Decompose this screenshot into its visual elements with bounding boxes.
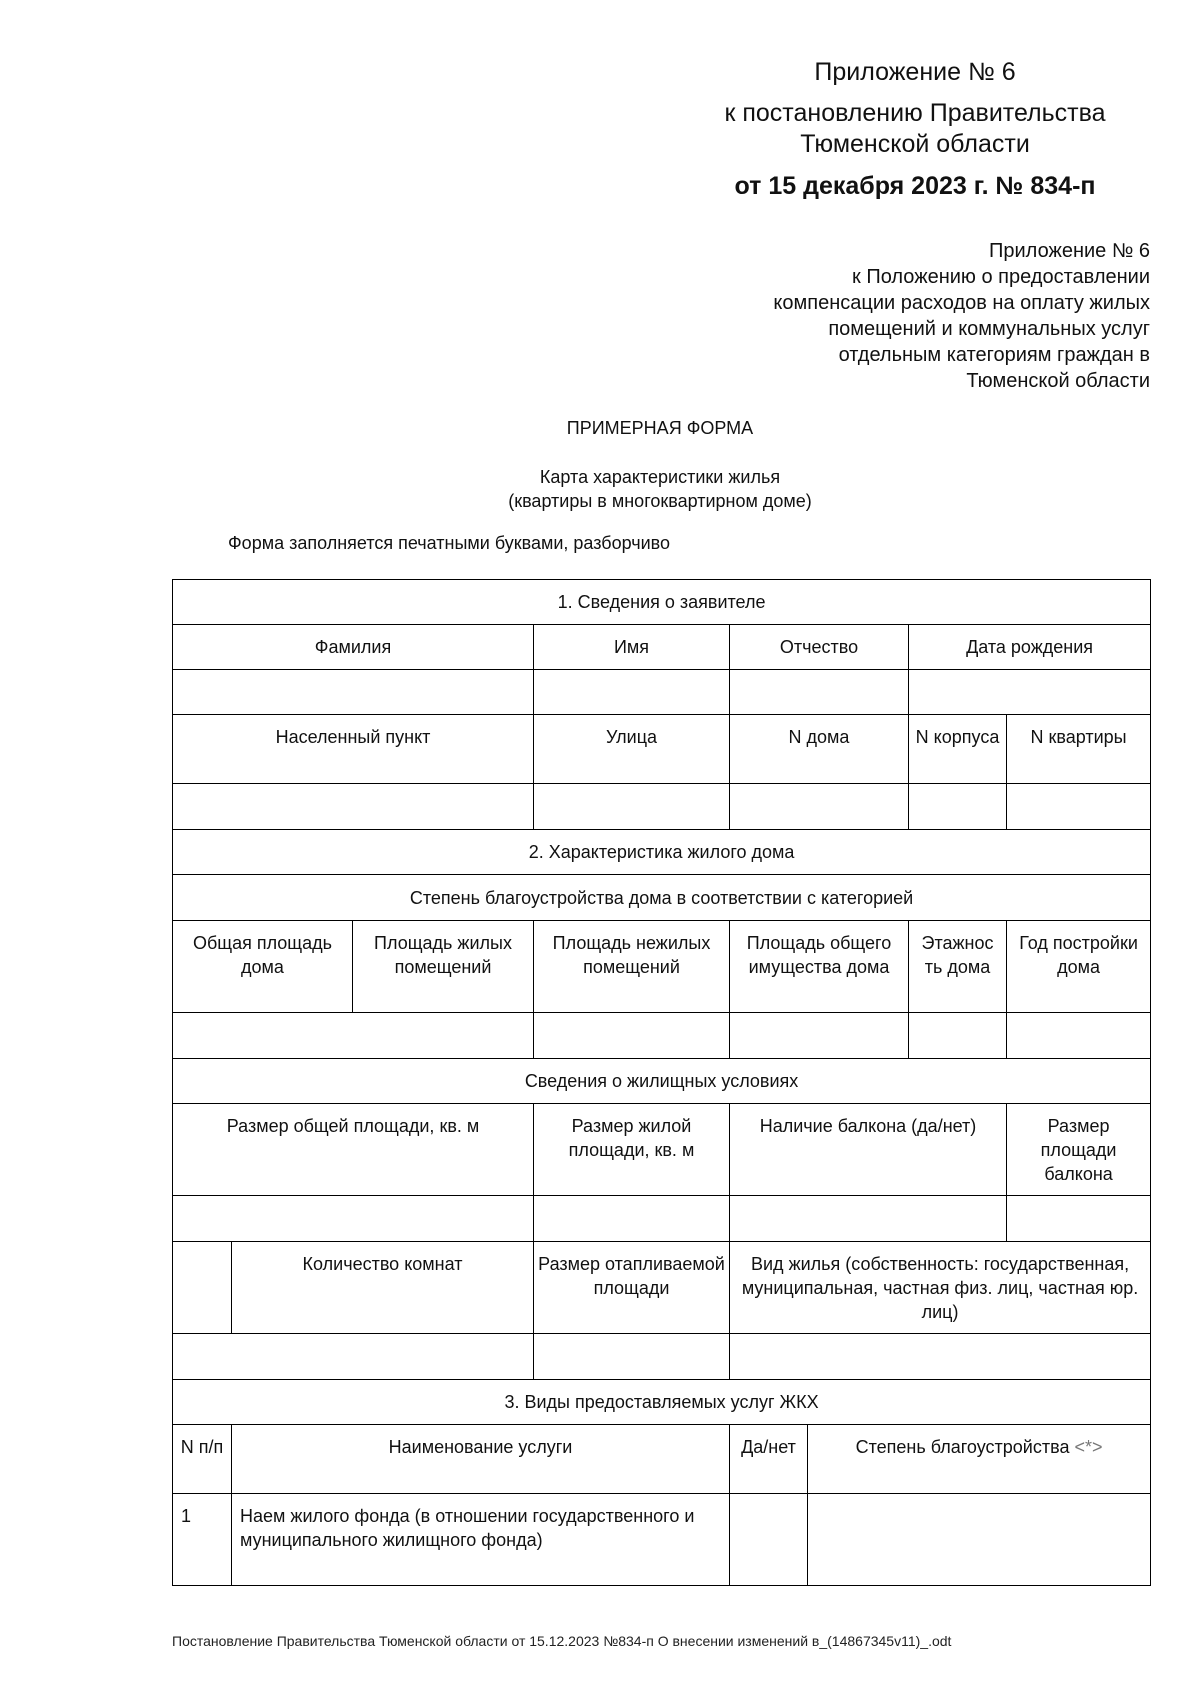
regulation-reference	[640, 238, 1150, 394]
housing-card-table	[172, 579, 1151, 1586]
input-common-property-area[interactable]	[730, 1013, 909, 1059]
col-surname: Фамилия	[173, 625, 534, 670]
sub-line-4: помещений и коммунальных услуг	[828, 318, 1150, 340]
row-1-yes-no-input[interactable]	[730, 1494, 808, 1586]
input-patronymic[interactable]	[730, 670, 909, 715]
form-title: ПРИМЕРНАЯ ФОРМА	[566, 418, 754, 438]
document-footer: Постановление Правительства Тюменской области от 15.12.2023 №834-п О внесении изменений в_(14867345v11)_.odt	[172, 1633, 952, 1649]
improvement-label: Степень благоустройства	[855, 1437, 1070, 1457]
col-floors: Этажнос ть дома	[909, 921, 1007, 1013]
row-1-improvement-input[interactable]	[808, 1494, 1151, 1586]
col-improvement-degree	[808, 1425, 1151, 1494]
col-name: Имя	[534, 625, 730, 670]
decree-date-number: от 15 декабря 2023 г. № 834-п	[734, 172, 1096, 200]
input-house-no[interactable]	[730, 784, 909, 830]
col-balcony-presence: Наличие балкона (да/нет)	[730, 1104, 1007, 1196]
col-total-area-size: Размер общей площади, кв. м	[173, 1104, 534, 1196]
col-service-name: Наименование услуги	[232, 1425, 730, 1494]
empty-cell	[173, 1242, 232, 1334]
fill-instruction: Форма заполняется печатными буквами, разборчиво	[228, 533, 671, 553]
section-3-services: 3. Виды предоставляемых услуг ЖКХ	[173, 1380, 1151, 1425]
sub-line-3: компенсации расходов на оплату жилых	[773, 292, 1150, 314]
sub-line-1: Приложение № 6	[989, 240, 1150, 262]
input-name[interactable]	[534, 670, 730, 715]
decree-line-2: Тюменской области	[800, 130, 1030, 158]
input-rooms-count[interactable]	[173, 1334, 534, 1380]
decree-line-1: к постановлению Правительства	[724, 99, 1106, 127]
col-residential-area: Площадь жилых помещений	[353, 921, 534, 1013]
section-1-applicant: 1. Сведения о заявителе	[173, 580, 1151, 625]
input-build-year[interactable]	[1007, 1013, 1151, 1059]
row-1-service: Наем жилого фонда (в отношении государственного и муниципального жилищного фонда)	[232, 1494, 730, 1586]
col-yes-no: Да/нет	[730, 1425, 808, 1494]
input-nonresidential-area[interactable]	[534, 1013, 730, 1059]
input-birth-date[interactable]	[909, 670, 1151, 715]
footnote-reference: <*>	[1074, 1437, 1103, 1457]
col-street: Улица	[534, 715, 730, 784]
col-heated-area: Размер отапливаемой площади	[534, 1242, 730, 1334]
col-housing-type: Вид жилья (собственность: государственная, муниципальная, частная физ. лиц, частная юр. лиц)	[730, 1242, 1151, 1334]
sub-line-2: к Положению о предоставлении	[852, 266, 1150, 288]
input-balcony-area[interactable]	[1007, 1196, 1151, 1242]
col-locality: Населенный пункт	[173, 715, 534, 784]
col-nonresidential-area: Площадь нежилых помещений	[534, 921, 730, 1013]
input-locality[interactable]	[173, 784, 534, 830]
living-conditions-header: Сведения о жилищных условиях	[173, 1059, 1151, 1104]
sub-line-6: Тюменской области	[966, 370, 1150, 392]
col-total-area-house: Общая площадь дома	[173, 921, 353, 1013]
input-housing-type[interactable]	[730, 1334, 1151, 1380]
col-build-year: Год постройки дома	[1007, 921, 1151, 1013]
appendix-number: Приложение № 6	[814, 58, 1016, 86]
input-surname[interactable]	[173, 670, 534, 715]
input-balcony-presence[interactable]	[730, 1196, 1007, 1242]
input-building-no[interactable]	[909, 784, 1007, 830]
col-house-no: N дома	[730, 715, 909, 784]
input-heated-area[interactable]	[534, 1334, 730, 1380]
col-rooms-count: Количество комнат	[232, 1242, 534, 1334]
row-1-number: 1	[173, 1494, 232, 1586]
decree-reference	[680, 98, 1150, 160]
card-title-line-1: Карта характеристики жилья	[539, 467, 781, 487]
col-common-property-area: Площадь общего имущества дома	[730, 921, 909, 1013]
input-apartment-no[interactable]	[1007, 784, 1151, 830]
col-row-no: N п/п	[173, 1425, 232, 1494]
improvement-degree-header: Степень благоустройства дома в соответствии с категорией	[173, 875, 1151, 921]
input-total-area-size[interactable]	[173, 1196, 534, 1242]
input-house-area[interactable]	[173, 1013, 534, 1059]
input-floors[interactable]	[909, 1013, 1007, 1059]
input-living-area-size[interactable]	[534, 1196, 730, 1242]
col-birth-date: Дата рождения	[909, 625, 1151, 670]
col-living-area-size: Размер жилой площади, кв. м	[534, 1104, 730, 1196]
col-apartment-no: N квартиры	[1007, 715, 1151, 784]
card-title	[0, 465, 1200, 513]
col-balcony-area: Размер площади балкона	[1007, 1104, 1151, 1196]
col-patronymic: Отчество	[730, 625, 909, 670]
sub-line-5: отдельным категориям граждан в	[838, 344, 1150, 366]
card-title-line-2: (квартиры в многоквартирном доме)	[508, 491, 812, 511]
input-street[interactable]	[534, 784, 730, 830]
section-2-house: 2. Характеристика жилого дома	[173, 830, 1151, 875]
col-building-no: N корпуса	[909, 715, 1007, 784]
